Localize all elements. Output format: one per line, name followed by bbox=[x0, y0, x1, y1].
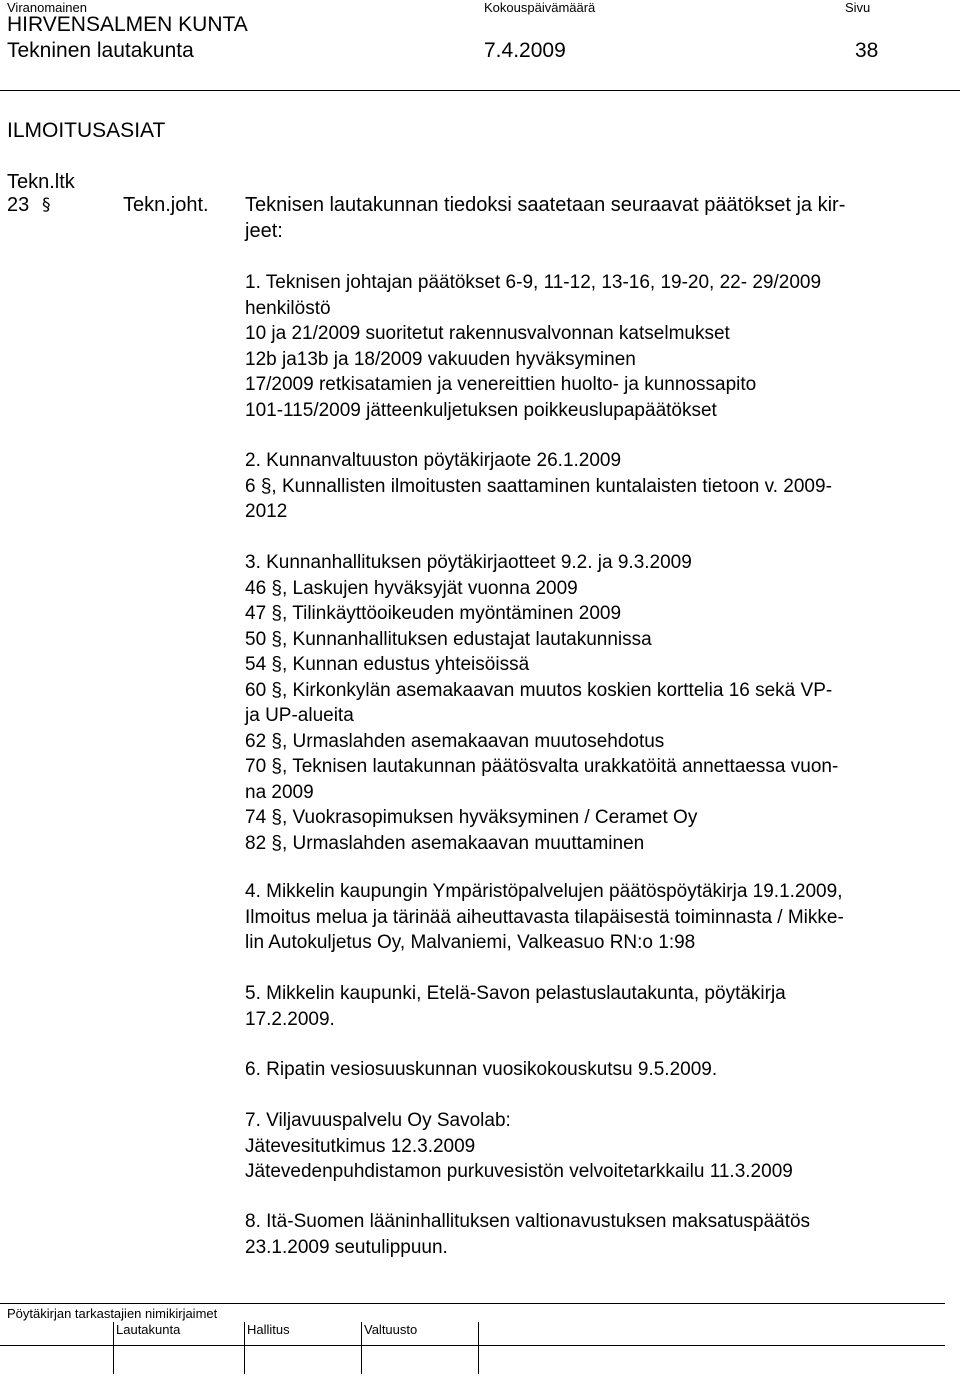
meeting-date: 7.4.2009 bbox=[484, 39, 566, 62]
notice-line: Ilmoitus melua ja tärinää aiheuttavasta tilapäisestä toiminnasta / Mikke- bbox=[245, 906, 844, 928]
notice-line: 6 §, Kunnallisten ilmoitusten saattaminen kuntalaisten tietoon v. 2009- bbox=[245, 475, 832, 497]
notice-line: 10 ja 21/2009 suoritetut rakennusvalvonnan katselmukset bbox=[245, 323, 730, 344]
notice-line: 60 §, Kirkonkylän asemakaavan muutos koskien korttelia 16 sekä VP- bbox=[245, 679, 833, 701]
notice-line: Jätevedenpuhdistamon purkuvesistön velvoitetarkkailu 11.3.2009 bbox=[245, 1161, 793, 1182]
notice-block-2 bbox=[245, 448, 832, 525]
notice-line: 7. Viljavuuspalvelu Oy Savolab: bbox=[245, 1110, 511, 1131]
proposer: Tekn.joht. bbox=[123, 194, 209, 216]
footer-divider bbox=[244, 1322, 245, 1374]
notice-line: 23.1.2009 seutulippuun. bbox=[245, 1236, 448, 1258]
notice-line: 8. Itä-Suomen lääninhallituksen valtionavustuksen maksatuspäätös bbox=[245, 1211, 811, 1232]
signer-valtuusto: Valtuusto bbox=[364, 1322, 418, 1337]
notice-block-8 bbox=[245, 1209, 810, 1260]
authority-name: Tekninen lautakunta bbox=[7, 39, 194, 62]
notice-line: Jätevesitutkimus 12.3.2009 bbox=[245, 1135, 476, 1157]
item-number: 23 bbox=[7, 194, 30, 216]
notice-line: ja UP-alueita bbox=[245, 705, 354, 726]
header-label-authority: Viranomainen bbox=[7, 0, 87, 15]
notice-block-4 bbox=[245, 879, 844, 956]
notice-line: 17.2.2009. bbox=[245, 1008, 335, 1030]
footer-divider bbox=[478, 1322, 479, 1374]
intro-line: Teknisen lautakunnan tiedoksi saatetaan seuraavat päätökset ja kir- bbox=[245, 194, 846, 216]
notice-line: lin Autokuljetus Oy, Malvaniemi, Valkeasuo RN:o 1:98 bbox=[245, 932, 696, 953]
notice-line: 4. Mikkelin kaupungin Ympäristöpalvelujen päätöspöytäkirja 19.1.2009, bbox=[245, 881, 843, 902]
notice-line: henkilöstö bbox=[245, 297, 331, 319]
footer-divider bbox=[361, 1322, 362, 1374]
notice-block-6 bbox=[245, 1057, 717, 1083]
notice-block-1 bbox=[245, 270, 821, 423]
notice-line: 17/2009 retkisatamien ja venereittien huolto- ja kunnossapito bbox=[245, 374, 757, 395]
notice-line: 2. Kunnanvaltuuston pöytäkirjaote 26.1.2009 bbox=[245, 450, 622, 471]
footer-divider bbox=[113, 1322, 114, 1374]
footer-title: Pöytäkirjan tarkastajien nimikirjaimet bbox=[7, 1306, 218, 1321]
notice-line: 12b ja13b ja 18/2009 vakuuden hyväksyminen bbox=[245, 348, 636, 370]
notice-line: 74 §, Vuokrasopimuksen hyväksyminen / Ceramet Oy bbox=[245, 807, 698, 828]
footer-rule bbox=[0, 1303, 945, 1304]
notice-line: 70 §, Teknisen lautakunnan päätösvalta urakkatöitä annettaessa vuon- bbox=[245, 756, 839, 777]
notice-line: na 2009 bbox=[245, 781, 314, 803]
notice-line: 2012 bbox=[245, 501, 288, 522]
page-number: 38 bbox=[855, 39, 879, 62]
body-label: Tekn.ltk bbox=[7, 171, 75, 193]
notice-line: 50 §, Kunnanhallituksen edustajat lautakunnissa bbox=[245, 628, 652, 650]
intro-line: jeet: bbox=[245, 219, 283, 242]
header-label-page: Sivu bbox=[845, 0, 871, 15]
header-rule bbox=[0, 90, 960, 91]
notice-line: 5. Mikkelin kaupunki, Etelä-Savon pelastuslautakunta, pöytäkirja bbox=[245, 983, 786, 1004]
header-label-date: Kokouspäivämäärä bbox=[484, 0, 596, 15]
notice-line: 54 §, Kunnan edustus yhteisöissä bbox=[245, 654, 530, 675]
notice-line: 82 §, Urmaslahden asemakaavan muuttaminen bbox=[245, 832, 645, 854]
notice-line: 3. Kunnanhallituksen pöytäkirjaotteet 9.2. ja 9.3.2009 bbox=[245, 552, 692, 573]
signer-hallitus: Hallitus bbox=[247, 1322, 290, 1337]
notice-line: 101-115/2009 jätteenkuljetuksen poikkeuslupapäätökset bbox=[245, 399, 717, 421]
signer-lautakunta: Lautakunta bbox=[116, 1322, 181, 1337]
notice-block-3 bbox=[245, 550, 838, 856]
notice-block-5 bbox=[245, 981, 786, 1032]
notice-line: 62 §, Urmaslahden asemakaavan muutosehdotus bbox=[245, 730, 665, 752]
intro-text bbox=[245, 193, 845, 244]
notice-line: 6. Ripatin vesiosuuskunnan vuosikokouskutsu 9.5.2009. bbox=[245, 1059, 718, 1080]
notice-line: 47 §, Tilinkäyttöoikeuden myöntäminen 2009 bbox=[245, 603, 622, 624]
section-sign: § bbox=[42, 195, 51, 215]
notice-block-7 bbox=[245, 1108, 793, 1185]
section-title: ILMOITUSASIAT bbox=[7, 119, 166, 142]
notice-line: 1. Teknisen johtajan päätökset 6-9, 11-12, 13-16, 19-20, 22- 29/2009 bbox=[245, 272, 822, 293]
footer-signer-top-rule bbox=[0, 1345, 945, 1346]
organization-name: HIRVENSALMEN KUNTA bbox=[7, 13, 248, 36]
notice-line: 46 §, Laskujen hyväksyjät vuonna 2009 bbox=[245, 577, 578, 599]
